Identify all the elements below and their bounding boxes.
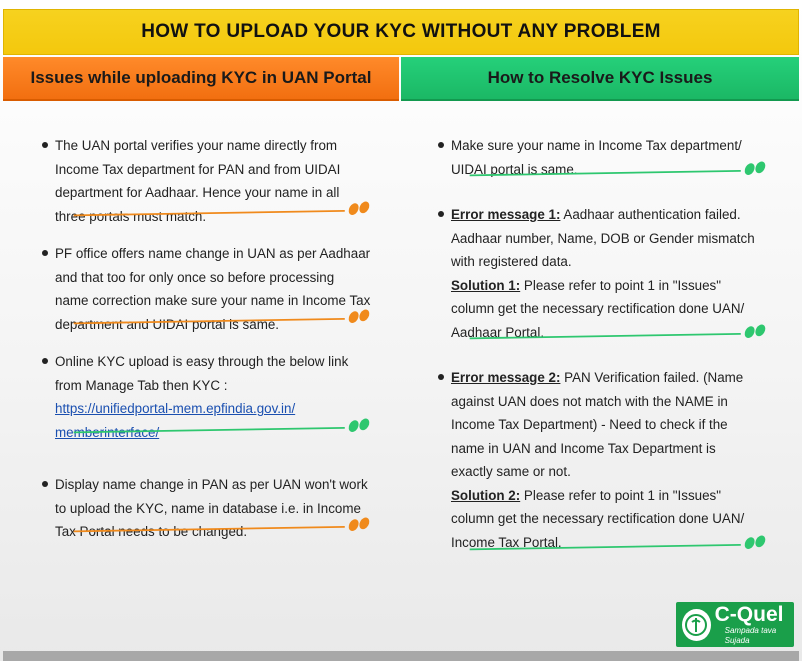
- cquel-logo: [676, 602, 794, 647]
- issue-2-line-4: department and UIDAI portal is same.: [55, 316, 280, 332]
- issue-1-line-1: The UAN portal verifies your name directly from: [55, 138, 338, 153]
- issue-4-line-3: Tax Portal needs to be changed.: [55, 524, 248, 539]
- orange-underline-decoration: [55, 202, 391, 218]
- solution-1-text: Please refer to point 1 in "Issues": [520, 277, 721, 293]
- bullet-icon: [438, 374, 444, 380]
- bullet-icon: [42, 358, 48, 364]
- solution-2-text: Please refer to point 1 in "Issues": [520, 487, 721, 503]
- orange-underline-decoration: [55, 518, 391, 534]
- issue-2-line-1: PF office offers name change in UAN as per Aadhaar: [55, 246, 371, 261]
- solution-2-line-2: column get the necessary rectification done UAN/: [451, 511, 745, 526]
- error-1-line-2: Aadhaar number, Name, DOB or Gender mismatch: [451, 230, 755, 246]
- bullet-icon: [42, 142, 48, 148]
- error-message-1-text: Aadhaar authentication failed.: [560, 207, 741, 222]
- issue-4-line-2: to upload the KYC, name in database i.e. in Income: [55, 500, 361, 516]
- bullet-icon: [42, 481, 48, 487]
- logo-tagline: Sampada tava Sujada: [724, 625, 777, 645]
- issue-4-line-1: Display name change in PAN as per UAN won't work: [55, 477, 368, 492]
- resolve-item-2: [451, 203, 791, 344]
- error-message-1-label: Error message 1:: [451, 207, 561, 222]
- error-message-2-label: Error message 2:: [451, 370, 561, 385]
- green-underline-decoration: [55, 419, 391, 435]
- issue-2-line-3: name correction make sure your name in Income Tax: [55, 293, 371, 308]
- bullet-icon: [438, 211, 444, 217]
- error-message-2-text: PAN Verification failed. (Name: [560, 370, 744, 385]
- solution-1-line-3: Aadhaar Portal.: [451, 324, 545, 340]
- solution-1-label: Solution 1:: [451, 277, 521, 293]
- error-1-line-3: with registered data.: [451, 254, 572, 269]
- left-column-header: Issues while uploading KYC in UAN Portal: [3, 57, 399, 101]
- solution-2-line-3: Income Tax Portal.: [451, 534, 562, 550]
- solution-1-line-2: column get the necessary rectification done UAN/: [451, 301, 745, 316]
- orange-underline-decoration: [55, 310, 391, 326]
- green-underline-decoration: [451, 536, 787, 552]
- logo-name: C-Quel: [714, 602, 784, 626]
- issue-1-line-4: three portals must match.: [55, 208, 207, 224]
- kyc-portal-link-continued[interactable]: memberinterface/: [55, 424, 160, 440]
- solution-2-label: Solution 2:: [451, 487, 521, 503]
- cquel-logo-mark-icon: [682, 609, 711, 641]
- error-2-line-5: exactly same or not.: [451, 464, 571, 479]
- resolve-item-3: [451, 366, 791, 554]
- green-underline-decoration: [451, 162, 787, 178]
- resolve-1-line-2: UIDAI portal is same.: [451, 161, 578, 177]
- right-column-header: How to Resolve KYC Issues: [401, 57, 799, 101]
- kyc-portal-link[interactable]: https://unifiedportal-mem.epfindia.gov.in/: [55, 401, 296, 416]
- issue-2-line-2: and that too for only once so before processing: [55, 269, 335, 285]
- issue-3-line-1: Online KYC upload is easy through the below link: [55, 354, 349, 369]
- bullet-icon: [438, 142, 444, 148]
- bullet-icon: [42, 250, 48, 256]
- issue-1-line-2: Income Tax department for PAN and from UIDAI: [55, 161, 341, 177]
- error-2-line-2: against UAN does not match with the NAME in: [451, 393, 728, 409]
- bottom-border-strip: [3, 651, 799, 661]
- page-title: HOW TO UPLOAD YOUR KYC WITHOUT ANY PROBLEM: [3, 9, 799, 55]
- error-2-line-3: Income Tax Department) - Need to check if the: [451, 417, 728, 432]
- green-underline-decoration: [451, 325, 787, 341]
- error-2-line-4: name in UAN and Income Tax Department is: [451, 440, 716, 456]
- issue-3-line-2: from Manage Tab then KYC :: [55, 377, 228, 393]
- resolve-1-line-1: Make sure your name in Income Tax department/: [451, 138, 742, 153]
- issue-1-line-3: department for Aadhaar. Hence your name in all: [55, 185, 340, 200]
